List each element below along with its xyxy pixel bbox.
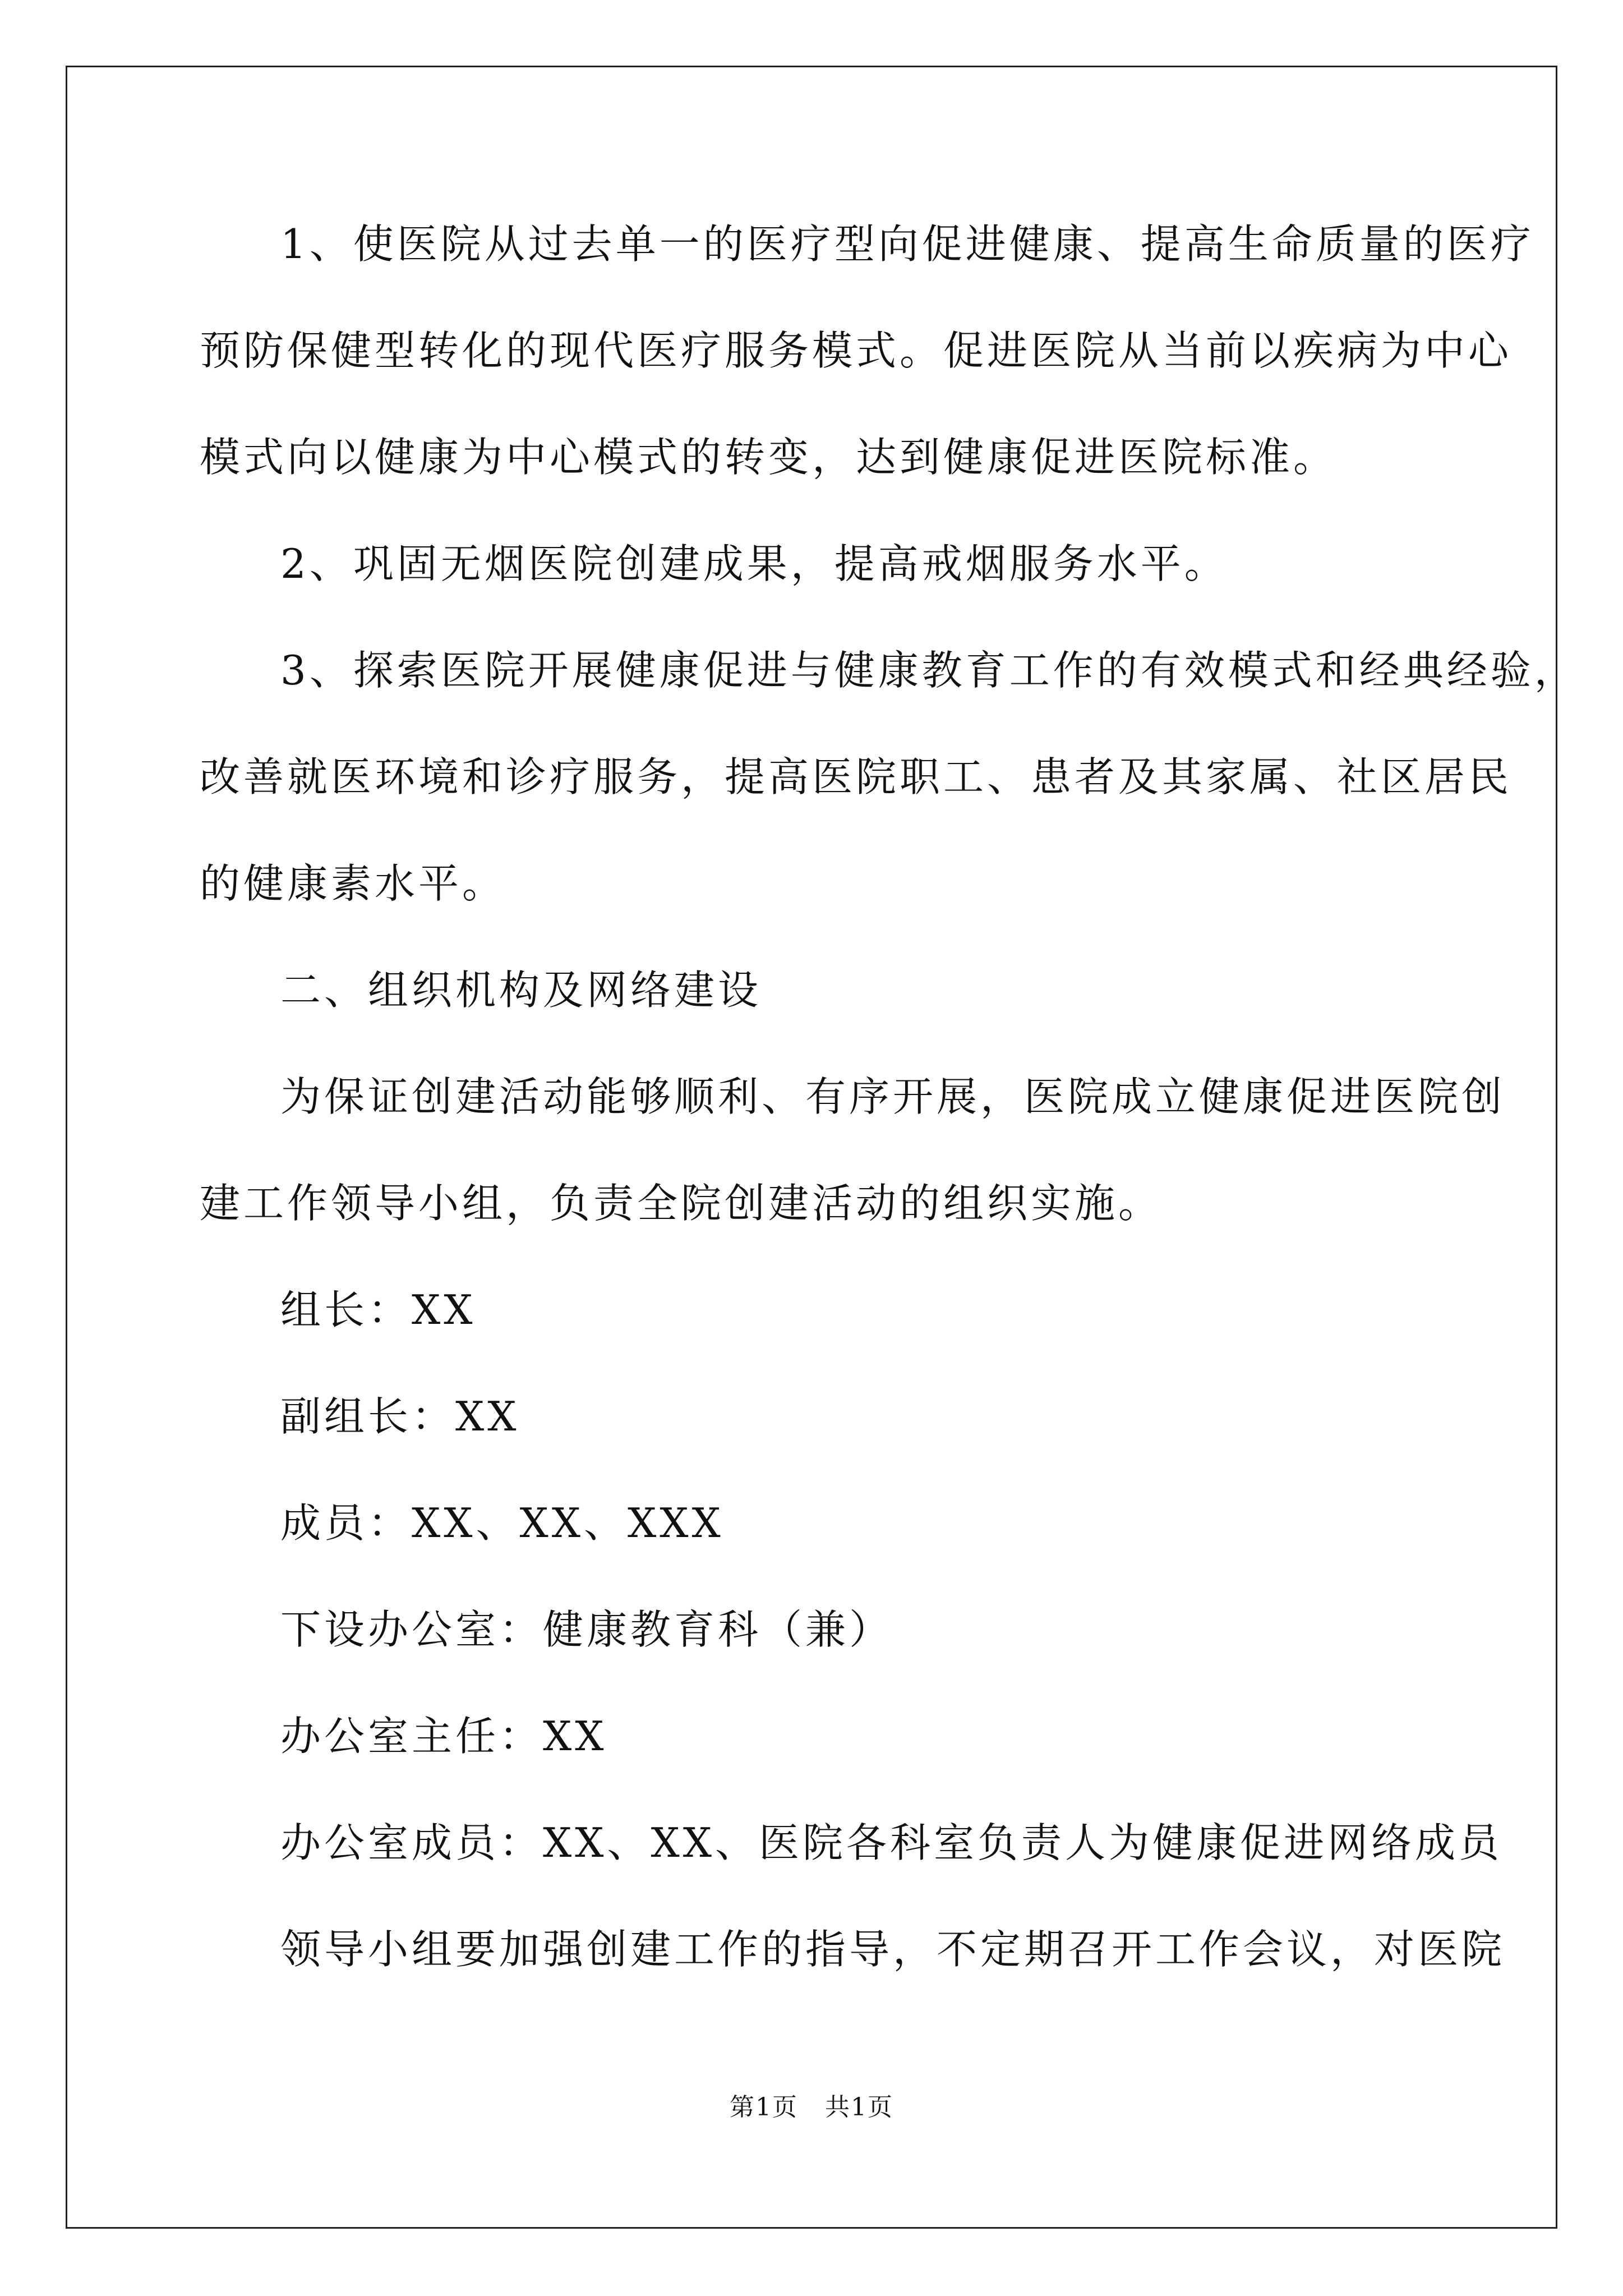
- page-number-footer: 第1页 共1页: [730, 2093, 893, 2122]
- text-line: 建工作领导小组，负责全院创建活动的组织实施。: [200, 1180, 1163, 1227]
- text-line: 预防保健型转化的现代医疗服务模式。促进医院从当前以疾病为中心: [200, 327, 1513, 374]
- text-line: 领导小组要加强创建工作的指导，不定期召开工作会议，对医院: [280, 1926, 1506, 1973]
- section-heading: 二、组织机构及网络建设: [280, 967, 762, 1014]
- text-line: 2、巩固无烟医院创建成果，提高戒烟服务水平。: [280, 540, 1228, 587]
- text-line: 办公室成员：XX、XX、医院各科室负责人为健康促进网络成员: [280, 1819, 1503, 1866]
- text-line: 3、探索医院开展健康促进与健康教育工作的有效模式和经典经验，: [280, 647, 1578, 694]
- text-line: 为保证创建活动能够顺利、有序开展，医院成立健康促进医院创: [280, 1073, 1506, 1120]
- text-line: 的健康素水平。: [200, 860, 506, 907]
- document-body: [200, 213, 1578, 2025]
- text-line: 1、使医院从过去单一的医疗型向促进健康、提高生命质量的医疗: [280, 220, 1534, 268]
- text-line: 组长：XX: [280, 1286, 476, 1333]
- text-line: 成员：XX、XX、XXX: [280, 1499, 724, 1547]
- text-line: 改善就医环境和诊疗服务，提高医院职工、患者及其家属、社区居民: [200, 753, 1513, 800]
- text-line: 模式向以健康为中心模式的转变，达到健康促进医院标准。: [200, 434, 1338, 481]
- text-line: 下设办公室：健康教育科（兼）: [280, 1606, 893, 1653]
- text-line: 办公室主任：XX: [280, 1713, 607, 1760]
- text-line: 副组长：XX: [280, 1393, 520, 1440]
